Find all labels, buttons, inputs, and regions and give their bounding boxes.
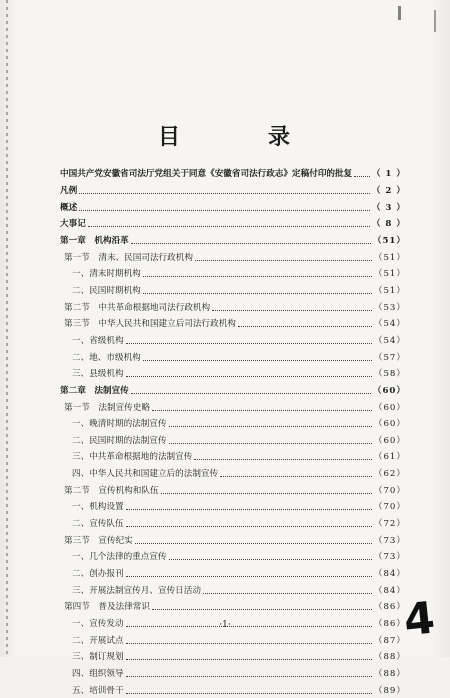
toc-entry-page: （ 2 ） — [371, 185, 406, 196]
dot-leader — [194, 458, 372, 460]
dot-leader — [143, 275, 372, 277]
toc-entry — [60, 432, 406, 449]
toc-entry-title: 第二节 宣传机构和队伍 — [64, 485, 159, 496]
toc-entry — [60, 681, 406, 698]
dot-leader — [195, 259, 372, 261]
toc-entry — [60, 382, 406, 399]
dot-leader — [126, 692, 372, 694]
dot-leader — [220, 475, 372, 477]
binding-edge — [6, 0, 8, 657]
toc-entry-title: 二、创办报刊 — [72, 569, 124, 580]
toc-entry-title: 二、民国时期机构 — [72, 285, 141, 296]
toc-entry-title: 一、清末时期机构 — [72, 269, 141, 280]
toc-entry-title: 第一节 清末、民国司法行政机构 — [64, 252, 193, 263]
toc-entry-title: 一、省级机构 — [72, 335, 124, 346]
toc-entry-title: 三、制订规划 — [72, 652, 124, 663]
toc-entry-page: （60） — [372, 385, 406, 396]
dot-leader — [169, 442, 372, 444]
toc-entry-title: 二、地、市级机构 — [72, 352, 141, 363]
dot-leader — [169, 558, 372, 560]
dot-leader — [79, 209, 370, 211]
dot-leader — [212, 309, 372, 311]
dot-leader — [203, 592, 372, 594]
toc-entry-title: 第一节 法制宣传史略 — [64, 402, 150, 413]
toc-entry-page: （61） — [373, 452, 406, 463]
toc-entry-title: 三、中共革命根据地的法制宣传 — [72, 452, 193, 463]
toc-entry-page: （51） — [373, 252, 406, 263]
toc-entry — [60, 481, 406, 498]
dot-leader — [126, 375, 372, 377]
toc-entry — [60, 398, 406, 415]
toc-entry-page: （57） — [373, 352, 406, 363]
toc-entry-title: 三、开展法制宣传月、宣传日活动 — [72, 585, 201, 596]
handwritten-number: 4 — [401, 592, 438, 647]
toc-entry-page: （ 8 ） — [371, 219, 406, 230]
toc-entry-page: （73） — [373, 552, 406, 563]
toc-entry-title: 第二章 法制宣传 — [60, 385, 129, 396]
toc-entry-title: 第二节 中共革命根据地司法行政机构 — [64, 302, 211, 313]
dot-leader — [354, 175, 370, 177]
toc-entry-page: （70） — [373, 485, 406, 496]
toc-entry-page: （87） — [373, 635, 406, 646]
toc-entry-page: （89） — [373, 685, 406, 696]
page-title — [0, 120, 450, 151]
toc-entry-page: （58） — [373, 369, 406, 380]
toc-entry — [60, 598, 406, 615]
toc-entry-page: （51） — [373, 269, 406, 280]
toc-entry-page: （53） — [373, 302, 406, 313]
toc-entry-page: （60） — [373, 419, 406, 430]
toc-entry-title: 第三节 中华人民共和国建立后司法行政机构 — [64, 319, 236, 330]
toc-entry-title: 二、开展试点 — [72, 635, 124, 646]
toc-entry-page: （86） — [373, 619, 406, 630]
toc-entry — [60, 298, 406, 315]
toc-entry — [60, 548, 406, 565]
toc-entry-page: （86） — [373, 602, 406, 613]
toc-entry — [60, 531, 406, 548]
title-char-2: 录 — [268, 124, 293, 150]
toc-entry — [60, 515, 406, 532]
table-of-contents — [60, 165, 406, 698]
dot-leader — [161, 492, 372, 494]
toc-entry-title: 二、民国时期的法制宣传 — [72, 435, 167, 446]
dot-leader — [126, 525, 372, 527]
dot-leader — [126, 575, 372, 577]
toc-entry — [60, 165, 406, 182]
toc-entry-page: （ 3 ） — [371, 202, 406, 213]
page-number: ·1· — [219, 620, 231, 630]
dot-leader — [143, 359, 372, 361]
toc-entry-title: 二、宣传队伍 — [72, 519, 124, 530]
toc-entry-page: （51） — [373, 285, 406, 296]
toc-entry-title: 第一章 机构沿革 — [60, 235, 129, 246]
toc-entry — [60, 248, 406, 265]
dot-leader — [152, 409, 372, 411]
toc-entry — [60, 415, 406, 432]
toc-entry-title: 第三节 宣传纪实 — [64, 535, 133, 546]
toc-entry-title: 四、中华人民共和国建立后的法制宣传 — [72, 469, 219, 480]
toc-entry — [60, 198, 406, 215]
toc-entry — [60, 581, 406, 598]
toc-entry — [60, 232, 406, 249]
toc-entry-page: （60） — [373, 402, 406, 413]
toc-entry — [60, 348, 406, 365]
dot-leader — [135, 542, 372, 544]
toc-entry-page: （62） — [373, 469, 406, 480]
toc-entry — [60, 448, 406, 465]
toc-entry-page: （88） — [373, 669, 406, 680]
toc-entry-page: （84） — [373, 569, 406, 580]
toc-entry-page: （ 1 ） — [371, 169, 406, 180]
toc-entry-page: （84） — [373, 585, 406, 596]
toc-entry-title: 五、培训骨干 — [72, 685, 124, 696]
toc-entry-title: 一、宣传发动 — [72, 619, 124, 630]
dot-leader — [126, 342, 372, 344]
toc-entry — [60, 498, 406, 515]
scan-artifact — [398, 6, 401, 20]
dot-leader — [238, 325, 372, 327]
toc-entry-title: 一、几个法律的重点宣传 — [72, 552, 167, 563]
dot-leader — [152, 608, 372, 610]
toc-entry — [60, 665, 406, 682]
toc-entry-page: （70） — [373, 502, 406, 513]
toc-entry-title: 三、县级机构 — [72, 369, 124, 380]
toc-entry-title: 概述 — [60, 202, 78, 213]
toc-entry-page: （54） — [373, 335, 406, 346]
toc-entry-page: （73） — [373, 535, 406, 546]
toc-entry — [60, 265, 406, 282]
toc-entry — [60, 332, 406, 349]
toc-entry-title: 大事记 — [60, 219, 86, 230]
dot-leader — [126, 658, 372, 660]
toc-entry-page: （60） — [373, 435, 406, 446]
dot-leader — [131, 242, 371, 244]
dot-leader — [79, 192, 370, 194]
toc-entry — [60, 565, 406, 582]
toc-entry-title: 中国共产党安徽省司法厅党组关于同意《安徽省司法行政志》定稿付印的批复 — [60, 169, 353, 180]
toc-entry-title: 一、机构设置 — [72, 502, 124, 513]
dot-leader — [126, 508, 372, 510]
dot-leader — [126, 675, 372, 677]
toc-entry — [60, 365, 406, 382]
toc-entry — [60, 315, 406, 332]
toc-entry — [60, 215, 406, 232]
toc-entry — [60, 182, 406, 199]
dot-leader — [88, 225, 370, 227]
toc-entry — [60, 631, 406, 648]
toc-entry — [60, 648, 406, 665]
toc-entry-page: （54） — [373, 319, 406, 330]
dot-leader — [131, 392, 371, 394]
toc-entry — [60, 465, 406, 482]
toc-entry-page: （88） — [373, 652, 406, 663]
toc-entry — [60, 282, 406, 299]
scan-artifact — [434, 10, 436, 32]
title-char-1: 目 — [157, 124, 182, 150]
dot-leader — [169, 425, 372, 427]
dot-leader — [143, 292, 372, 294]
toc-entry-title: 第四节 普及法律常识 — [64, 602, 150, 613]
dot-leader — [126, 642, 372, 644]
toc-entry-title: 凡例 — [60, 185, 78, 196]
toc-entry-page: （51） — [372, 235, 406, 246]
toc-entry-title: 四、组织领导 — [72, 669, 124, 680]
toc-entry-page: （72） — [373, 519, 406, 530]
toc-entry-title: 一、晚清时期的法制宣传 — [72, 419, 167, 430]
